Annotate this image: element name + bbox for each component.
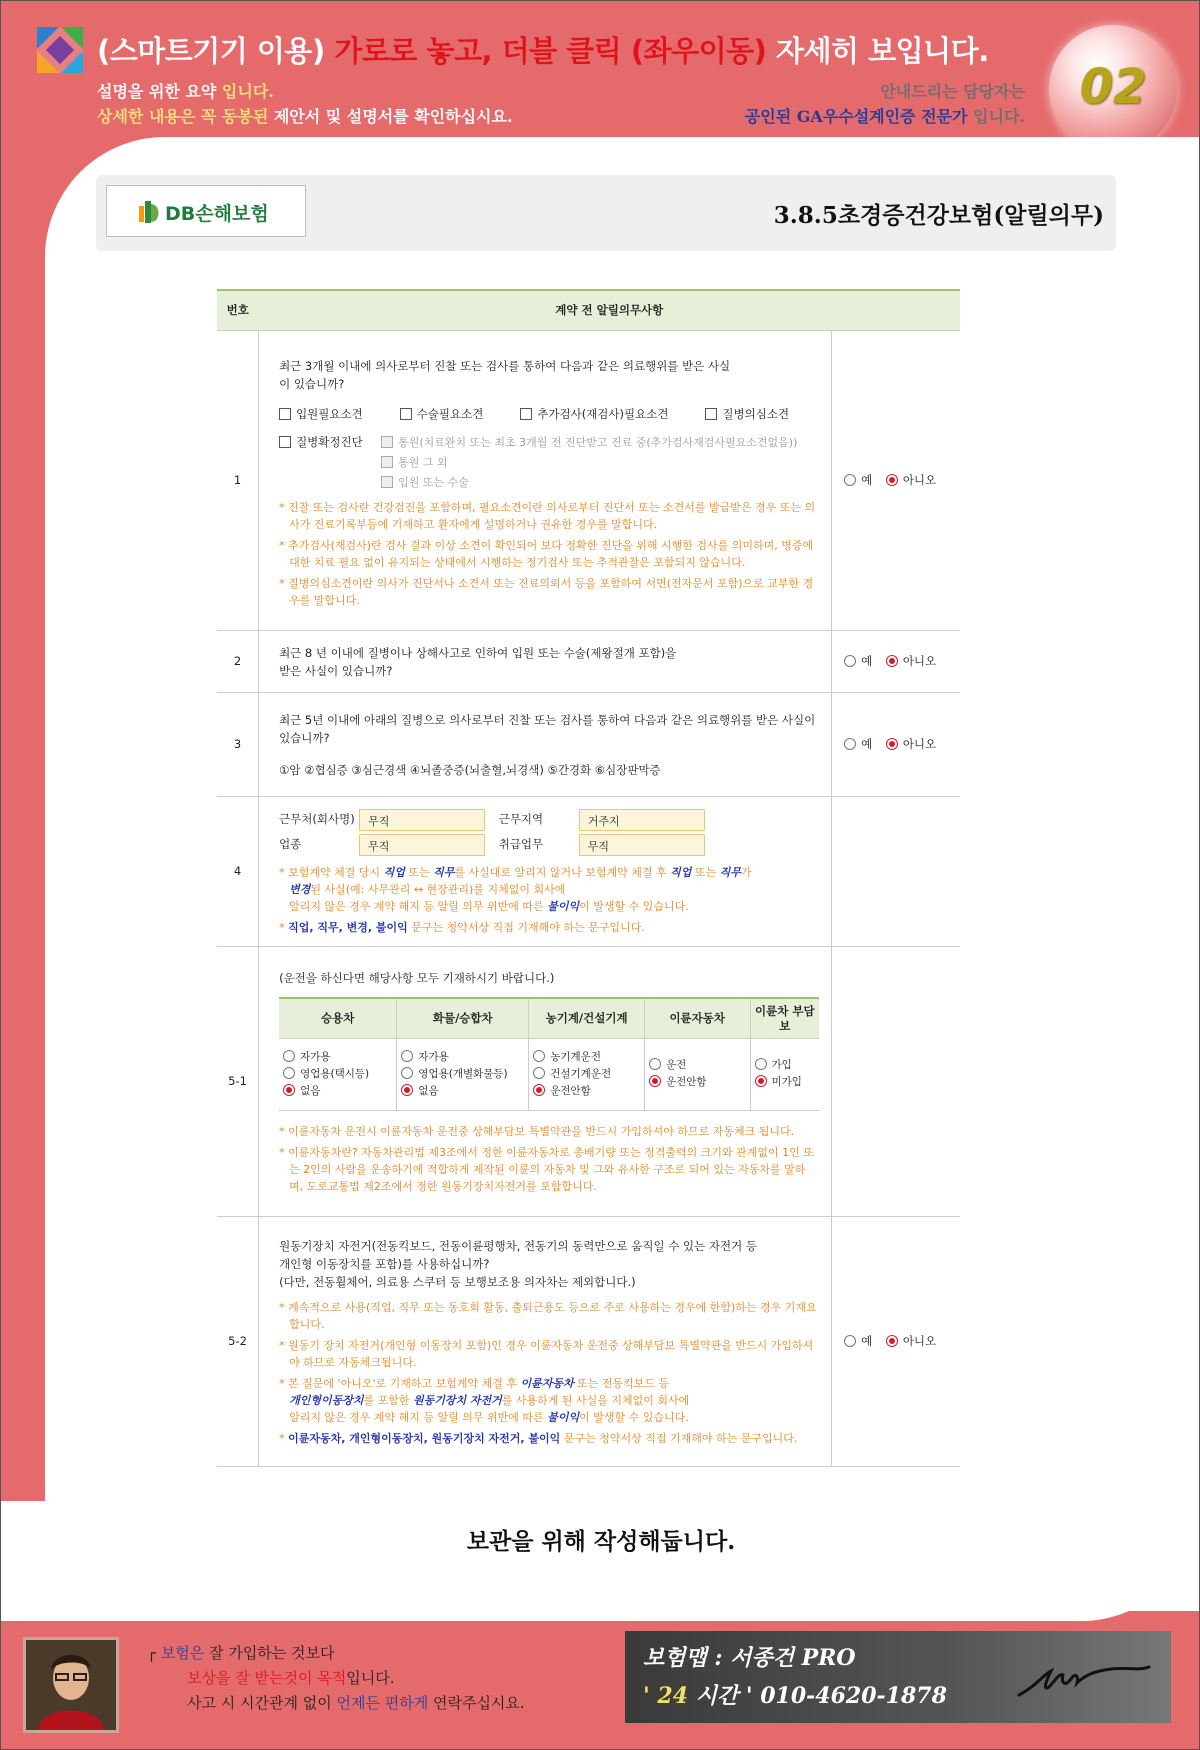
question-body <box>259 796 832 946</box>
no-label: 아니오 <box>902 1334 937 1348</box>
question-body <box>259 630 832 692</box>
keyword: 이륜자동차, 개인형이동장치, 원동기장치 자전거, 불이익 <box>288 1432 561 1445</box>
header-title <box>97 29 989 70</box>
question-body <box>259 1216 832 1466</box>
note-text: 보험계약 체결 당시 <box>288 865 384 879</box>
radio-yes[interactable] <box>844 654 872 668</box>
question-number: 2 <box>217 630 259 692</box>
sub-label: 입원 또는 수술 <box>398 476 469 489</box>
note: * 보험계약 체결 당시 직업 또는 직무를 사실대로 알리지 않거나 보험계약 체결 후 직업 또는 직무가 변경된 사실(예: 사무관리 ↔ 현장관리)를 지체없이 회사에 알리지 않은 경우 계약 해지 등 알릴 의무 위반에 따른 불이익이 발생할 수 있습니다. <box>279 865 752 913</box>
keyword: 불이익 <box>547 1411 580 1424</box>
note-text: 된 사실(예: 사무관리 ↔ 현장관리)를 지체없이 회사에 <box>310 882 566 896</box>
radio-yes[interactable] <box>844 1334 872 1348</box>
question-text: 개인형 이동장치를 포함)를 사용하십니까? <box>279 1257 490 1271</box>
note-text: 이륜자동차 운전시 이륜자동차 운전중 상해부담보 특별약관을 반드시 가입하셔야 하므로 자동체크 됩니다. <box>288 1124 795 1138</box>
content-panel-bottom <box>1 1501 1200 1621</box>
note: * 이륜자동차 운전시 이륜자동차 운전중 상해부담보 특별약관을 반드시 가입하셔야 하므로 자동체크 됩니다. <box>279 1124 795 1138</box>
hours: 24 <box>657 1683 689 1709</box>
title-highlight: 가로로 놓고, 더블 클릭 (좌우이동) <box>334 34 767 68</box>
opt-label: 추가검사(재검사)필요소견 <box>537 407 669 421</box>
question-row-5-1 <box>217 946 960 1216</box>
col-question: 계약 전 알릴의무사항 <box>259 290 960 330</box>
question-text: (다만, 전동휠체어, 의료용 스쿠터 등 보행보조용 의자차는 제외합니다.) <box>279 1275 636 1289</box>
keyword: 원동기장치 자전거 <box>412 1394 502 1407</box>
note-text: 가 <box>740 865 752 879</box>
keep-note: 보관을 위해 작성해둡니다. <box>466 1528 736 1555</box>
note-text: 이 발생할 수 있습니다. <box>579 899 689 913</box>
db-logo-icon <box>137 198 165 226</box>
footer-l1b: 잘 가입하는 것보다 <box>204 1644 335 1662</box>
radio-yes[interactable] <box>844 473 872 487</box>
truck-options <box>397 1038 529 1110</box>
option-label: 가입 <box>771 1059 792 1072</box>
question-number: 1 <box>217 330 259 630</box>
machine-options <box>529 1038 645 1110</box>
hours-label: 시간 ' <box>688 1683 761 1709</box>
note-text: 본 질문에 '아니오'로 기재하고 보험계약 체결 후 <box>288 1377 521 1390</box>
radio-option[interactable] <box>401 1049 524 1066</box>
option-label: 미가입 <box>771 1076 802 1089</box>
page-number-bubble <box>1049 25 1177 153</box>
option-label: 없음 <box>418 1084 439 1097</box>
bracket-icon: ┌ <box>147 1644 161 1662</box>
agent-photo <box>23 1637 119 1733</box>
document-title: 3.8.5초경증건강보험(알릴의무) <box>773 202 1104 229</box>
keyword: 변경 <box>289 882 311 896</box>
yes-label: 예 <box>861 737 873 751</box>
note-text: 이 발생할 수 있습니다. <box>579 1411 689 1424</box>
footer-l2b: 입니다. <box>346 1669 395 1687</box>
app-logo-icon <box>37 27 83 73</box>
agent-line2a: 공인된 GA우수설계인증 전문가 <box>744 107 968 126</box>
signature-icon <box>1015 1657 1155 1705</box>
work-field[interactable]: 무직 <box>359 809 485 831</box>
note-text: 진찰 또는 검사란 건강검진을 포함하며, 필요소견이란 의사로부터 진단서 또는 소견서를 발급받은 경우 또는 의사가 진료기록부등에 기재하고 환자에게 설명하거나 권유한 경우를 말합니다. <box>288 501 816 531</box>
note-text: 알리지 않은 경우 계약 해지 등 알릴 의무 위반에 따른 <box>289 899 548 913</box>
title-post: 자세히 보입니다. <box>766 34 989 68</box>
radio-no[interactable] <box>886 654 936 668</box>
checkbox-opt-1[interactable] <box>279 405 363 423</box>
note-text: 또는 <box>691 865 720 879</box>
keyword: 직업, 직무, 변경, 불이익 <box>288 920 408 934</box>
vehicle-col: 농기계/건설기계 <box>529 998 645 1038</box>
option-label: 농기계운전 <box>550 1050 601 1063</box>
sub-label: 통원(치료완치 또는 최초 3개월 전 진단받고 진료 중(추가검사재검사필요소견없음)) <box>398 436 798 449</box>
checkbox-opt-5[interactable] <box>279 433 381 493</box>
radio-option[interactable] <box>755 1057 816 1074</box>
header-summary <box>97 79 513 129</box>
option-label: 자가용 <box>300 1050 331 1063</box>
radio-no[interactable] <box>886 473 936 487</box>
question-body <box>259 946 832 1216</box>
note: * 진찰 또는 검사란 건강검진을 포함하며, 필요소견이란 의사로부터 진단서 또는 소견서를 발급받은 경우 또는 의사가 진료기록부등에 기재하고 환자에게 설명하거나 권유한 경우를 말합니다. <box>279 501 816 531</box>
work-label: 근무처(회사명) <box>279 812 355 826</box>
note-text: 를 사용하게 된 사실을 지체없이 회사에 <box>501 1394 690 1407</box>
checkbox-sub-3 <box>381 473 797 493</box>
question-row-3 <box>217 692 960 796</box>
car-options <box>279 1038 397 1110</box>
summary-line1a: 설명을 위한 요약 <box>97 82 222 101</box>
col-number: 번호 <box>217 290 259 330</box>
question-text: 최근 3개월 이내에 의사로부터 진찰 또는 검사를 통하여 다음과 같은 의료행위를 받은 사실이 있습니까? <box>279 359 731 391</box>
summary-line1b: 입니다. <box>221 82 274 101</box>
note-text: 문구는 청약서상 직접 기재해야 하는 문구입니다. <box>560 1432 798 1445</box>
brand-name: DB손해보험 <box>165 203 269 225</box>
question-body <box>259 330 832 630</box>
keyword: 불이익 <box>547 899 580 913</box>
yes-label: 예 <box>861 1334 873 1348</box>
yes-label: 예 <box>861 654 873 668</box>
note: * 직업, 직무, 변경, 불이익 문구는 청약서상 직접 기재해야 하는 문구입니다. <box>279 920 645 934</box>
disclosure-table <box>217 289 960 1467</box>
note: * 원동기 장치 자전거(개인형 이동장치 포함)인 경우 이륜자동차 운전중 상해부담보 특별약관을 반드시 가입하셔야 하므로 자동체크됩니다. <box>279 1339 814 1369</box>
note: * 계속적으로 사용(직업, 직무 또는 동호회 활동, 출퇴근용도 등으로 주로 사용하는 경우에 한함)하는 경우 기재요합니다. <box>279 1301 817 1331</box>
answer-cell <box>832 796 960 946</box>
document-titlebar <box>96 175 1116 251</box>
note: * 추가검사(재검사)란 검사 결과 이상 소견이 확인되어 보다 정확한 진단을 위해 시행한 검사를 의미하며, 병증에 대한 치료 필요 없이 유지되는 상태에서 시행하는 정기검사 또는 추적관찰은 포함되지 않습니다. <box>279 539 814 569</box>
opt-label: 수술필요소견 <box>416 407 484 421</box>
note-text: 문구는 청약서상 직접 기재해야 하는 문구입니다. <box>407 920 645 934</box>
question-number: 5-2 <box>217 1216 259 1466</box>
note-text: 또는 전동킥보드 등 <box>573 1377 670 1390</box>
title-pre: (스마트기기 이용) <box>97 34 335 68</box>
vehicle-col: 이륜차 부담보 <box>750 998 819 1038</box>
option-label: 자가용 <box>418 1050 449 1063</box>
keyword: 개인형이동장치 <box>289 1394 364 1407</box>
table-header-row <box>217 290 960 330</box>
radio-option[interactable] <box>649 1057 746 1074</box>
keyword: 직무 <box>719 865 741 879</box>
quote: ' <box>643 1683 658 1709</box>
vehicle-col: 이륜자동차 <box>644 998 750 1038</box>
job-label: 업종 <box>279 837 302 851</box>
footer-l3a: 사고 시 시간관계 없이 <box>187 1694 337 1712</box>
keyword: 이륜자동차 <box>520 1377 574 1390</box>
agent-name: 보험맵 : 서종건 PRO <box>643 1645 856 1671</box>
option-label: 영업용(개별화물등) <box>418 1067 508 1080</box>
note: * 이륜자동차, 개인형이동장치, 원동기장치 자전거, 불이익 문구는 청약서상 직접 기재해야 하는 문구입니다. <box>279 1432 798 1445</box>
agent-photo-icon <box>26 1640 116 1730</box>
opt-label: 입원필요소견 <box>296 407 363 421</box>
summary-line2a: 상세한 내용은 꼭 동봉된 <box>97 107 274 126</box>
question-text: (운전을 하신다면 해당사항 모두 기재하시기 바랍니다.) <box>279 971 555 986</box>
question-text: 원동기장치 자전거(전동킥보드, 전동이륜평행차, 전동기의 동력만으로 움직일 수 있는 자전거 등 <box>279 1239 758 1253</box>
note-text: 또는 <box>404 865 434 879</box>
option-label: 없음 <box>300 1084 321 1097</box>
option-label: 영업용(택시등) <box>300 1067 370 1080</box>
duty-label: 취급업무 <box>498 837 544 851</box>
radio-option[interactable] <box>533 1083 640 1100</box>
option-label: 운전안함 <box>665 1076 707 1089</box>
footer <box>1 1611 1200 1750</box>
keyword: 직업 <box>670 865 692 879</box>
radio-option[interactable] <box>401 1083 524 1100</box>
question-text: 최근 5년 이내에 아래의 질병으로 의사로부터 진찰 또는 검사를 통하여 다음과 같은 의료행위를 받은 사실이 있습니까? <box>279 713 816 745</box>
answer-cell <box>832 330 960 630</box>
option-label: 운전 <box>665 1059 687 1072</box>
radio-option[interactable] <box>533 1049 640 1066</box>
radio-option[interactable] <box>283 1049 392 1066</box>
option-label: 운전안함 <box>550 1084 591 1097</box>
note-text: 추가검사(재검사)란 검사 결과 이상 소견이 확인되어 보다 정확한 진단을 위해 시행한 검사를 의미하며, 병증에 대한 치료 필요 없이 유지되는 상태에서 시행하는 정기검사 또는 추적관찰은 포함되지 않습니다. <box>288 539 814 569</box>
note-text: 계속적으로 사용(직업, 직무 또는 동호회 활동, 출퇴근용도 등으로 주로 사용하는 경우에 한함)하는 경우 기재요합니다. <box>288 1301 817 1331</box>
answer-cell <box>832 630 960 692</box>
note-text: 이륜자동차란? 자동차관리법 제3조에서 정한 이륜자동차로 총배기량 또는 정격출력의 크기와 관계없이 1인 또는 2인의 사람을 운송하기에 적합하게 제작된 이륜의 자동차 및 그와 유사한 구조로 되어 있는 자동차를 말하며, 도로교통법 제2조에서 정한 원동기장치자전거를 포함합니다. <box>288 1145 814 1193</box>
disease-list: ①암 ②협심증 ③심근경색 ④뇌졸중증(뇌출혈,뇌경색) ⑤간경화 ⑥심장판막증 <box>279 763 661 777</box>
question-number: 4 <box>217 796 259 946</box>
answer-cell <box>832 946 960 1216</box>
note-text: 원동기 장치 자전거(개인형 이동장치 포함)인 경우 이륜자동차 운전중 상해부담보 특별약관을 반드시 가입하셔야 하므로 자동체크됩니다. <box>288 1339 814 1369</box>
question-text: 최근 8 년 이내에 질병이나 상해사고로 인하여 입원 또는 수술(제왕절개 포함)을 받은 사실이 있습니까? <box>279 646 677 678</box>
footer-l3b: 언제든 편하게 <box>336 1694 429 1712</box>
note: * 이륜자동차란? 자동차관리법 제3조에서 정한 이륜자동차로 총배기량 또는 정격출력의 크기와 관계없이 1인 또는 2인의 사람을 운송하기에 적합하게 제작된 이륜의 자동차 및 그와 유사한 구조로 되어 있는 자동차를 말하며, 도로교통법 제2조에서 정한 원동기장치자전거를 포함합니다. <box>279 1145 814 1193</box>
note-text: 를 사실대로 알리지 않거나 보험계약 체결 후 <box>454 865 671 879</box>
answer-cell <box>832 1216 960 1466</box>
radio-no[interactable] <box>886 1334 936 1348</box>
opt-label: 질병확정진단 <box>296 435 363 449</box>
radio-no[interactable] <box>886 737 936 751</box>
no-label: 아니오 <box>902 737 937 751</box>
radio-option[interactable] <box>283 1083 392 1100</box>
vehicle-col: 화물/승합차 <box>397 998 529 1038</box>
footer-l3c: 연락주십시요. <box>428 1694 525 1712</box>
summary-line2b: 제안서 및 설명서를 확인하십시요. <box>273 107 513 126</box>
no-label: 아니오 <box>902 473 937 487</box>
vehicle-table <box>279 997 819 1111</box>
note-text: 알리지 않은 경우 계약 해지 등 알릴 의무 위반에 따른 <box>289 1411 548 1424</box>
contact-card <box>625 1631 1171 1723</box>
checkbox-opt-4[interactable] <box>705 405 789 423</box>
option-label: 건설기계운전 <box>550 1067 612 1080</box>
job-field[interactable]: 무직 <box>359 834 485 856</box>
sub-label: 통원 그 외 <box>398 456 448 469</box>
note-text: 질병의심소견이란 의사가 진단서나 소견서 또는 진료의뢰서 등을 포함하여 서면(전자문서 포함)으로 교부한 경우를 말합니다. <box>288 577 814 607</box>
footer-l2a: 보상을 잘 받는것이 목적 <box>187 1669 347 1687</box>
keyword: 직업 <box>383 865 405 879</box>
checkbox-opt-3[interactable] <box>520 405 668 423</box>
checkbox-sub-2 <box>381 453 797 473</box>
note: * 질병의심소견이란 의사가 진단서나 소견서 또는 진료의뢰서 등을 포함하여 서면(전자문서 포함)으로 교부한 경우를 말합니다. <box>279 577 814 607</box>
contact-line[interactable] <box>643 1679 947 1710</box>
answer-cell <box>832 692 960 796</box>
area-field[interactable]: 거주지 <box>579 809 705 831</box>
question-row-1 <box>217 330 960 630</box>
radio-option[interactable] <box>755 1074 816 1091</box>
checkbox-opt-2[interactable] <box>400 405 484 423</box>
question-row-4 <box>217 796 960 946</box>
radio-yes[interactable] <box>844 737 872 751</box>
phone-number: 010-4620-1878 <box>760 1683 947 1709</box>
radio-option[interactable] <box>283 1066 392 1083</box>
question-number: 5-1 <box>217 946 259 1216</box>
area-label: 근무지역 <box>498 812 544 826</box>
header <box>1 1 1200 151</box>
note-text: 를 포함한 <box>363 1394 413 1407</box>
keyword: 직무 <box>433 865 455 879</box>
header-agent-info <box>745 79 1025 129</box>
footer-l1a: 보험은 <box>160 1644 205 1662</box>
agent-line2b: 입니다. <box>967 107 1025 126</box>
note: * 본 질문에 '아니오'로 기재하고 보험계약 체결 후 이륜자동차 또는 전동킥보드 등 개인형이동장치를 포함한 원동기장치 자전거를 사용하게 된 사실을 지체없이 회사에 알리지 않은 경우 계약 해지 등 알릴 의무 위반에 따른 불이익이 발생할 수 있습니다. <box>279 1377 690 1424</box>
motorcycle-exclusion-options <box>750 1038 819 1110</box>
yes-label: 예 <box>861 473 873 487</box>
no-label: 아니오 <box>902 654 937 668</box>
question-row-5-2 <box>217 1216 960 1466</box>
radio-option[interactable] <box>401 1066 524 1083</box>
footer-message <box>147 1641 525 1716</box>
question-body <box>259 692 832 796</box>
opt-label: 질병의심소견 <box>722 407 790 421</box>
radio-option[interactable] <box>533 1066 640 1083</box>
checkbox-sub-1 <box>381 433 797 453</box>
duty-field[interactable]: 무직 <box>579 834 705 856</box>
motorcycle-options <box>644 1038 750 1110</box>
question-number: 3 <box>217 692 259 796</box>
agent-line1: 안내드리는 담당자는 <box>880 82 1025 101</box>
radio-option[interactable] <box>649 1074 746 1091</box>
question-row-2 <box>217 630 960 692</box>
vehicle-col: 승용차 <box>279 998 397 1038</box>
brand-logo-box <box>106 185 306 237</box>
page-number: 02 <box>1079 59 1147 115</box>
